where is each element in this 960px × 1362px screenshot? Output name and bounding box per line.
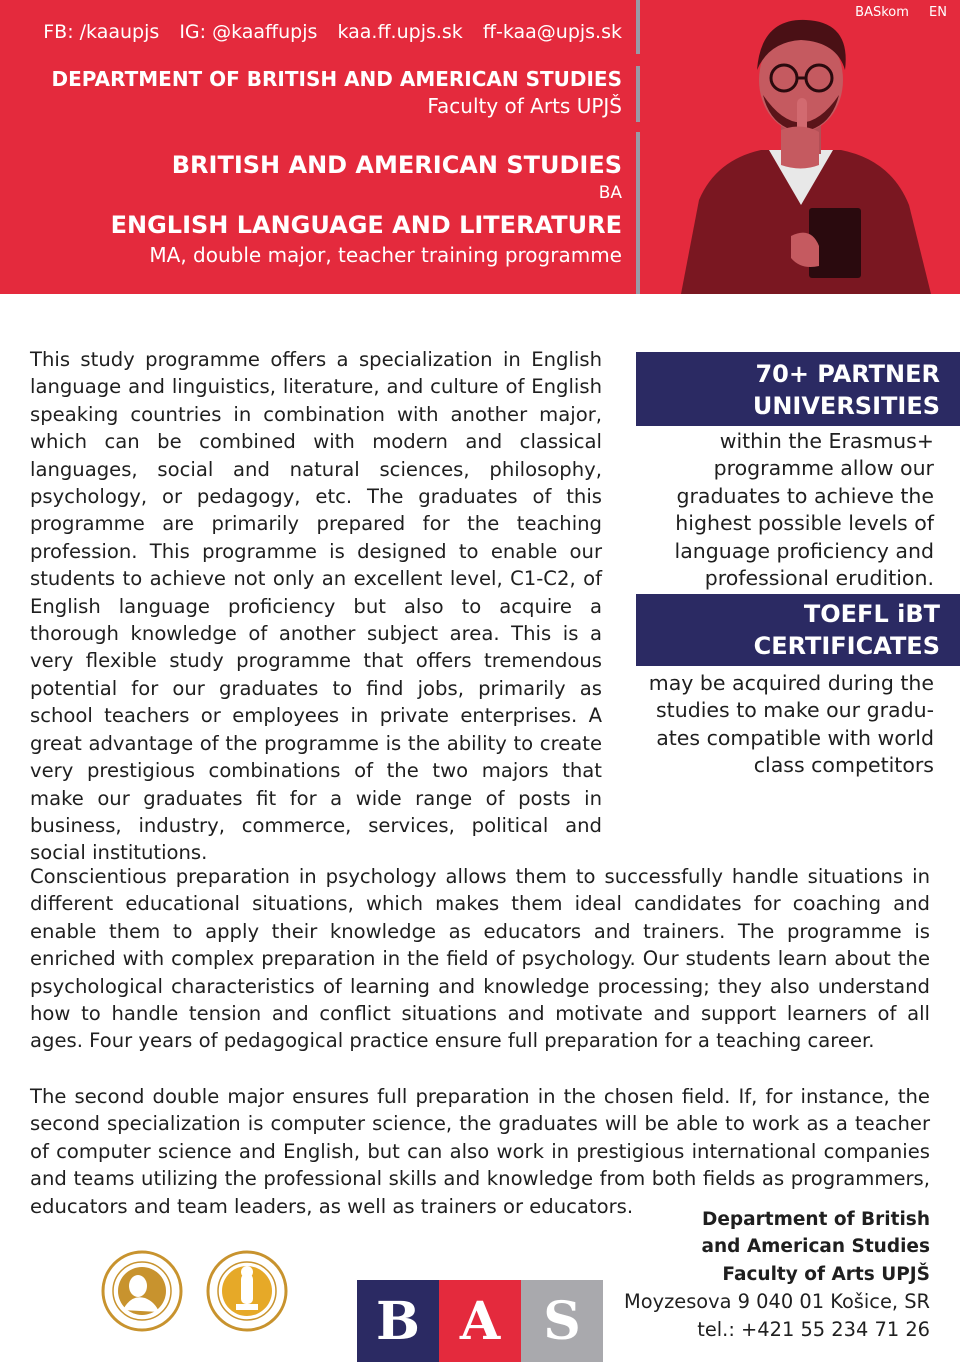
language-switch-en[interactable]: EN <box>929 5 947 20</box>
highlight-partner-universities <box>636 352 960 426</box>
highlight-description <box>636 428 934 592</box>
website-link[interactable]: kaa.ff.upjs.sk <box>337 21 463 43</box>
highlight-toefl-certificates <box>636 594 960 666</box>
student-photo <box>641 0 960 294</box>
programme-title-ba: BRITISH AND AMERICAN STUDIES <box>171 151 622 179</box>
baskom-link[interactable]: BASkom <box>855 5 909 20</box>
address-faculty: Faculty of Arts UPJŠ <box>722 1263 930 1285</box>
highlight-line: class competitors <box>753 753 934 778</box>
address-street: Moyzesova 9 040 01 Košice, SR <box>624 1290 930 1314</box>
faculty-seal-icon <box>206 1250 288 1332</box>
psychology-paragraph: Conscientious preparation in psychology allows them to successfully handle situations in different educational situations, which makes them ideal candidates for coaching and enable them to apply their knowledge as educators and trainers. The programme is enriched with complex preparation in the field of psychology. Our students learn about the psychological characteristics of learning and knowledge processing; they also understand how to handle tension and conflict situations and motivate and support learners of all ages. Four years of pedagogical practice ensure full preparation for a teaching career. <box>30 865 930 1053</box>
highlight-line: programme allow our <box>713 456 934 481</box>
programme-degree-ma: MA, double major, teacher training programme <box>149 243 622 267</box>
language-links <box>839 5 947 20</box>
highlight-title: CERTIFICATES <box>753 632 940 660</box>
highlight-line: ates compatible with world <box>656 725 934 750</box>
intro-paragraph: This study programme offers a specialization in English language and linguistics, literature, and culture of English speaking countries in combination with another major, which can be combined with modern and classical languages, social and natural sciences, philosophy, psychology, or pedagogy, etc. The graduates of this programme are primarily prepared for the teaching profession. This programme is designed to enable our students to achieve not only an excellent level, C1-C2, of English language proficiency but also to acquire a thorough knowledge of another subject area. This is a very flexible study programme that offers tremendous potential for our graduates to find jobs, primarily as school teachers or employees in private enterprises. A great advantage of the programme is the ability to create very prestigious combinations of the two majors that make our graduates fit for a wide range of posts in business, industry, commerce, services, political and social institutions. <box>30 348 602 865</box>
header-divider <box>636 0 640 54</box>
highlight-line: graduates to achieve the <box>676 483 934 508</box>
double-major-paragraph: The second double major ensures full preparation in the chosen field. If, for instance, the second specialization is computer science, the graduates will be able to work as a teacher of computer science and English, but can also work in prestigious international companies and teams utilizing the professional skills and knowledge from both fields as programmers, educators and team leaders, as well as trainers or educators. <box>30 1085 930 1218</box>
logo-letter-b: B <box>357 1280 439 1362</box>
highlight-title: UNIVERSITIES <box>752 392 940 420</box>
header-divider <box>636 66 640 122</box>
header-divider <box>636 132 640 294</box>
bas-logo <box>357 1280 603 1362</box>
highlight-line: professional erudition. <box>704 566 934 591</box>
programme-degree-ba: BA <box>598 183 622 203</box>
university-seal-icon <box>101 1250 183 1332</box>
instagram-link[interactable]: IG: @kaaffupjs <box>179 21 318 43</box>
programme-title-ma: ENGLISH LANGUAGE AND LITERATURE <box>110 211 622 239</box>
highlight-line: may be acquired during the <box>648 671 934 695</box>
faculty-name: Faculty of Arts UPJŠ <box>427 94 622 118</box>
email-link[interactable]: ff-kaa@upjs.sk <box>482 21 622 43</box>
highlight-line: language proficiency and <box>674 538 934 563</box>
facebook-link[interactable]: FB: /kaaupjs <box>43 21 160 43</box>
highlight-line: within the Erasmus+ <box>719 429 934 453</box>
address-department: Department of British <box>701 1209 930 1230</box>
address-department: and American Studies <box>701 1236 930 1258</box>
logo-letter-s: S <box>521 1280 603 1362</box>
contact-address <box>624 1206 930 1343</box>
student-silhouette-icon <box>641 0 960 294</box>
highlight-line: highest possible levels of <box>675 511 934 536</box>
address-phone[interactable]: tel.: +421 55 234 71 26 <box>697 1317 930 1341</box>
highlight-title: 70+ PARTNER <box>755 360 940 388</box>
highlight-title: TOEFL iBT <box>803 600 940 628</box>
logo-letter-a: A <box>439 1280 521 1362</box>
highlight-description <box>636 670 934 780</box>
highlight-line: studies to make our gradu- <box>655 698 934 723</box>
social-links <box>29 21 622 43</box>
department-title: DEPARTMENT OF BRITISH AND AMERICAN STUDIES <box>51 67 622 91</box>
